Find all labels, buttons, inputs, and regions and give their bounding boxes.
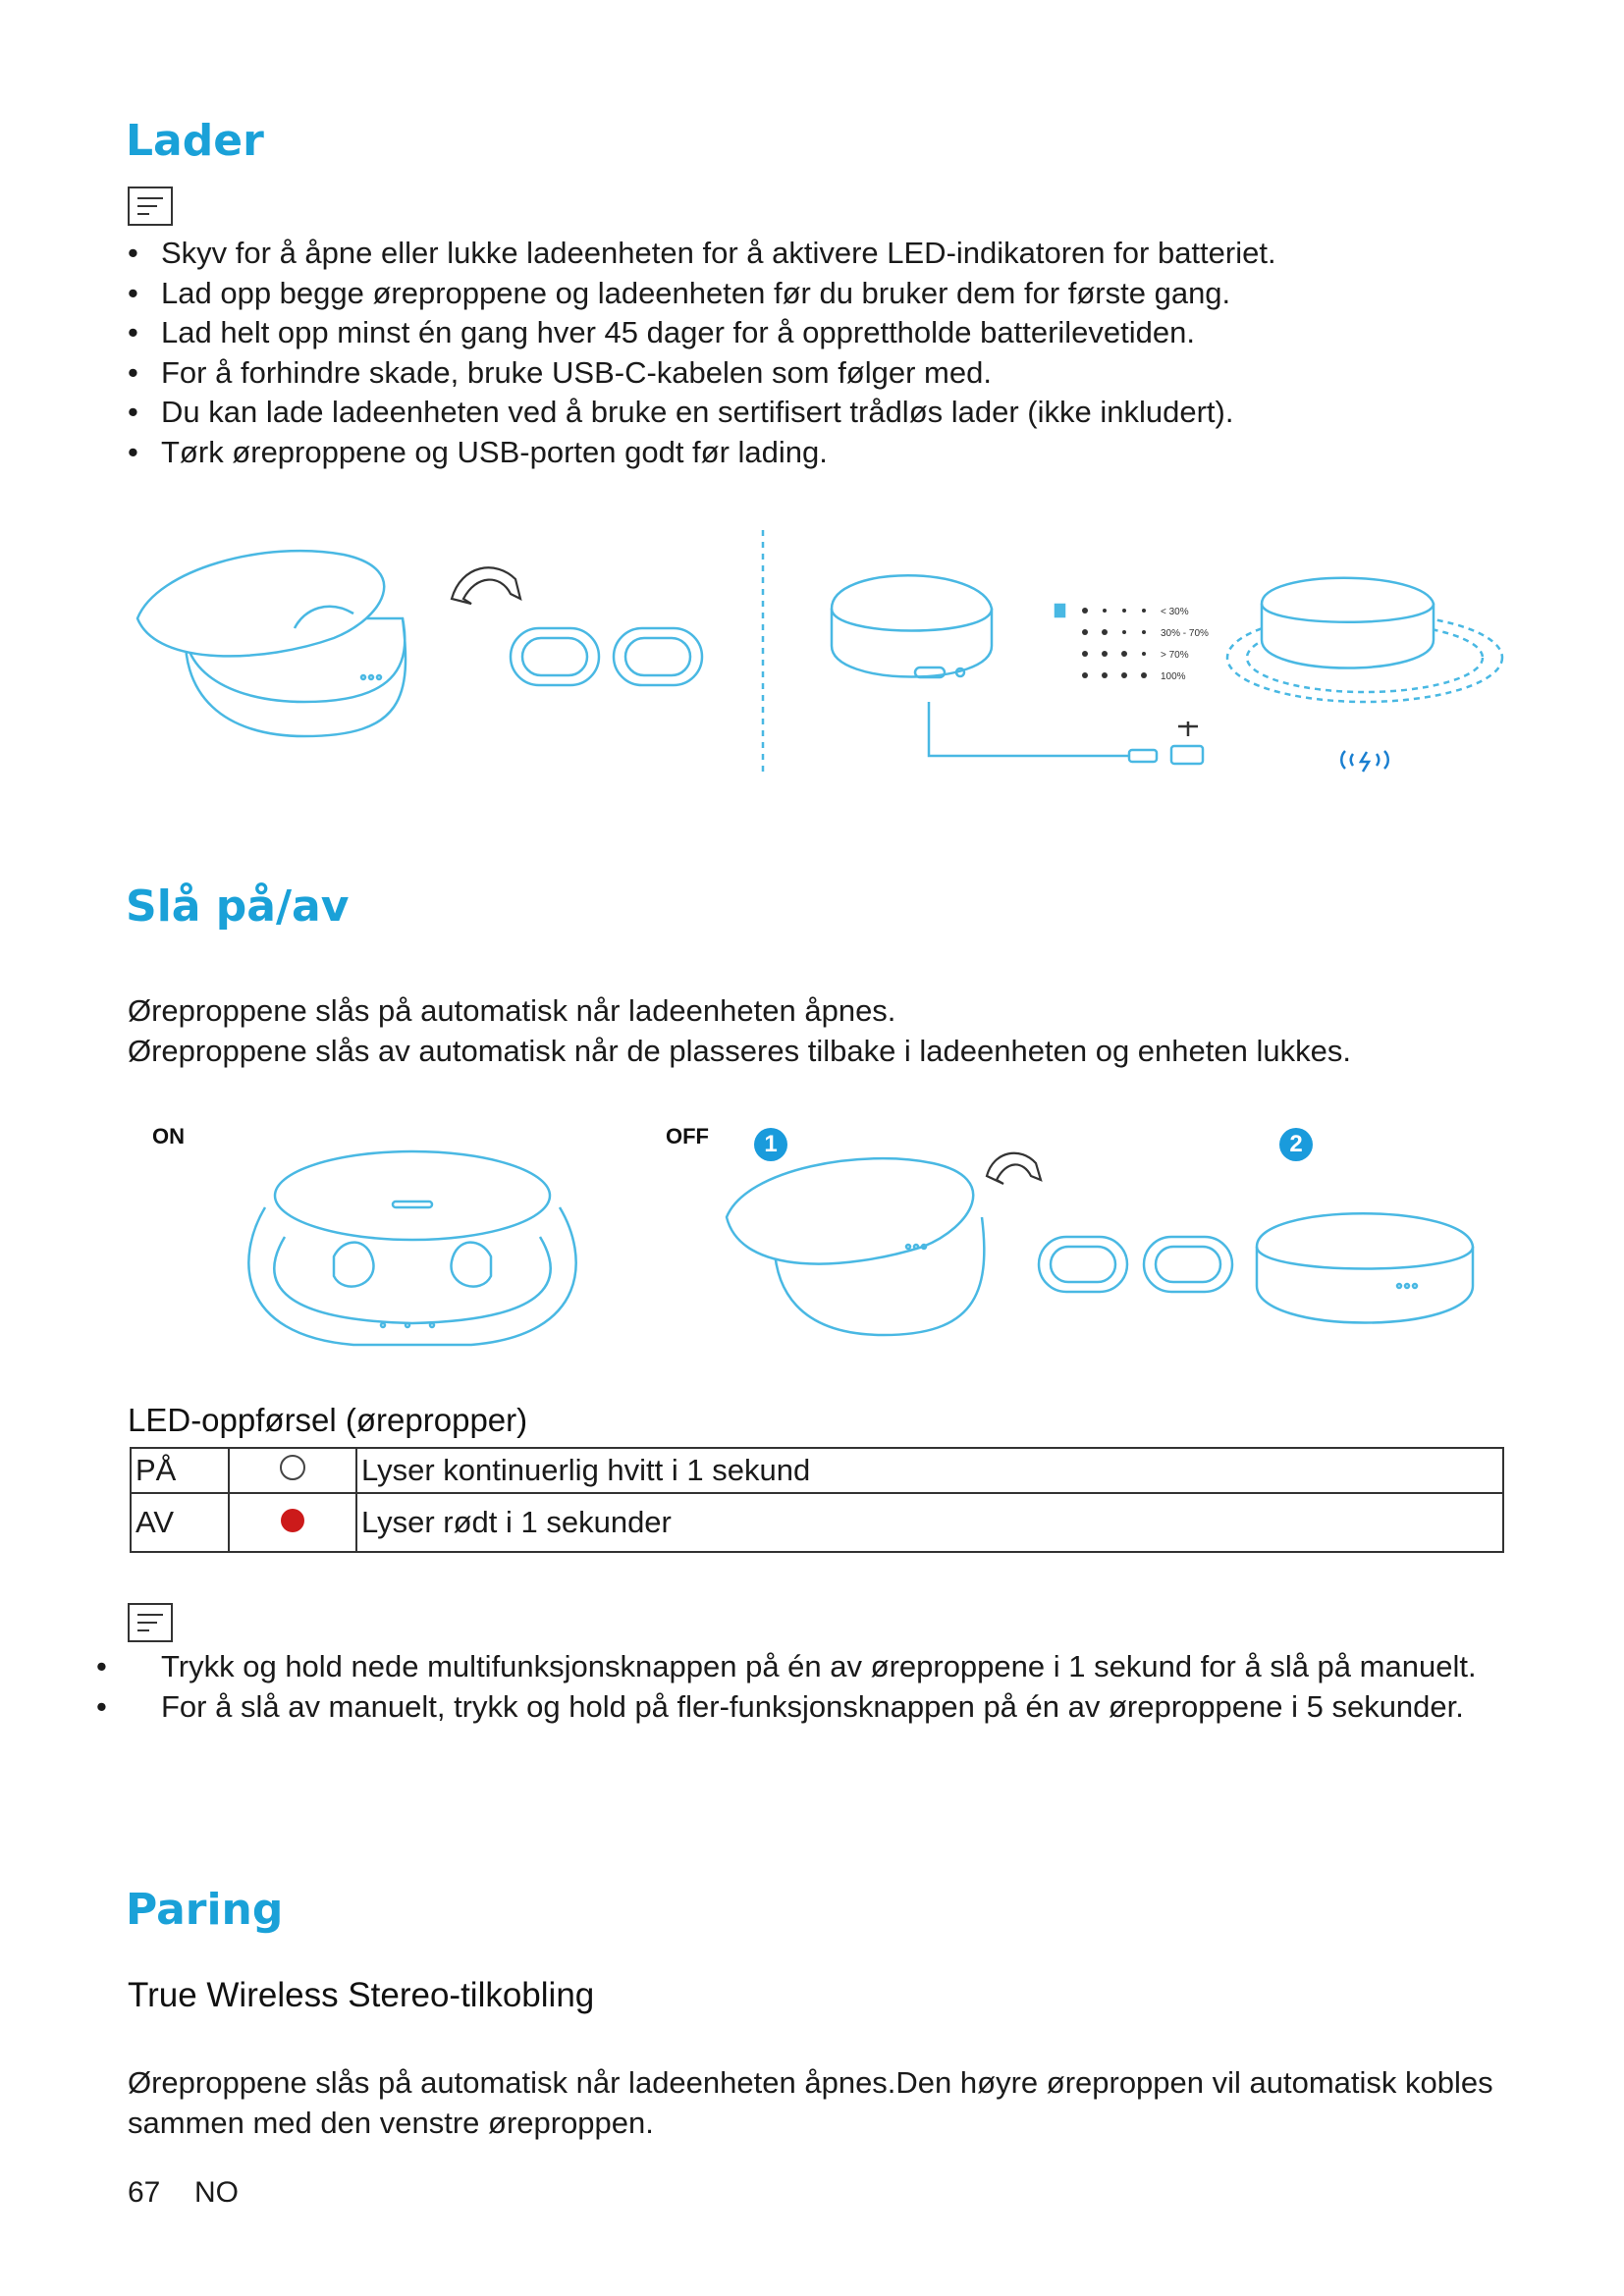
- battery-level-4: 100%: [1161, 671, 1186, 682]
- charging-bullets: [128, 234, 1522, 472]
- close-arrow-icon: [987, 1153, 1041, 1184]
- power-off-text: Øreproppene slås av automatisk når de plasseres tilbake i ladeenheten og enheten lukkes.: [128, 1034, 1351, 1068]
- table-row: [131, 1493, 1503, 1552]
- pairing-subtitle: True Wireless Stereo-tilkobling: [128, 1976, 595, 2014]
- led-behaviour-table: [130, 1447, 1504, 1553]
- wireless-icon: [1341, 751, 1388, 772]
- battery-led-legend: [1056, 605, 1209, 682]
- table-row: [131, 1448, 1503, 1493]
- led-red-dot: [281, 1509, 304, 1532]
- open-arrow-icon: [452, 567, 520, 604]
- note-icon: [128, 1603, 173, 1642]
- off-label: OFF: [666, 1124, 709, 1148]
- section-title-power: Slå på/av: [126, 881, 350, 932]
- list-item: • Du kan lade ladeenheten ved å bruke en sertifisert trådløs lader (ikke inkludert).: [128, 393, 1522, 433]
- list-item: • Skyv for å åpne eller lukke ladeenheten for å aktivere LED-indikatoren for batteriet.: [128, 234, 1522, 274]
- led-behaviour-title: LED-oppførsel (ørepropper): [128, 1402, 528, 1438]
- note-icon: [128, 187, 173, 226]
- list-item: • Lad helt opp minst én gang hver 45 dager for å opprettholde batterilevetiden.: [128, 313, 1522, 353]
- charging-illustration: [118, 530, 1624, 785]
- battery-level-3: > 70%: [1161, 650, 1189, 661]
- off-open-case-image: [727, 1158, 984, 1335]
- page-number: 67: [128, 2176, 161, 2209]
- list-item: • Tørk øreproppene og USB-porten godt før lading.: [128, 433, 1522, 473]
- power-on-text: Øreproppene slås på automatisk når ladeenheten åpnes.: [128, 993, 896, 1028]
- power-illustration: [196, 1139, 1571, 1355]
- earbuds-image: [511, 628, 702, 685]
- led-indicator-cell: [229, 1448, 356, 1493]
- power-notes: [128, 1647, 1502, 1727]
- list-item: • For å forhindre skade, bruke USB-C-kabelen som følger med.: [128, 353, 1522, 394]
- led-indicator-cell: [229, 1493, 356, 1552]
- led-desc-on: Lyser kontinuerlig hvitt i 1 sekund: [356, 1448, 1503, 1493]
- closed-case-cable-image: [832, 575, 1203, 764]
- section-title-lader: Lader: [126, 116, 264, 166]
- list-item: • Lad opp begge øreproppene og ladeenheten før du bruker dem for første gang.: [128, 274, 1522, 314]
- led-state-off: AV: [131, 1493, 229, 1552]
- led-state-on: PÅ: [131, 1448, 229, 1493]
- earbuds-image-2: [1039, 1237, 1232, 1292]
- list-item: • Trykk og hold nede multifunksjonsknappen på én av øreproppene i 1 sekund for å slå på manuelt.: [128, 1647, 1502, 1687]
- language-code: NO: [194, 2176, 239, 2209]
- section-title-pairing: Paring: [126, 1885, 284, 1935]
- battery-level-1: < 30%: [1161, 607, 1189, 617]
- on-case-image: [248, 1151, 575, 1345]
- closed-case-image: [1257, 1213, 1473, 1322]
- open-case-image: [137, 551, 406, 736]
- wireless-charging-image: [1227, 578, 1502, 772]
- battery-level-2: 30% - 70%: [1161, 628, 1209, 639]
- led-desc-off: Lyser rødt i 1 sekunder: [356, 1493, 1503, 1552]
- list-item: • For å slå av manuelt, trykk og hold på fler-funksjonsknappen på én av øreproppene i 5 sekunder.: [128, 1687, 1502, 1728]
- on-label: ON: [152, 1124, 185, 1148]
- pairing-text: Øreproppene slås på automatisk når ladeenheten åpnes.Den høyre øreproppen vil automatisk kobles sammen med den venstre øreproppen.: [128, 2065, 1493, 2140]
- step-1-badge: 1: [754, 1128, 787, 1161]
- led-white-dot: [280, 1455, 305, 1480]
- step-2-badge: 2: [1279, 1128, 1313, 1161]
